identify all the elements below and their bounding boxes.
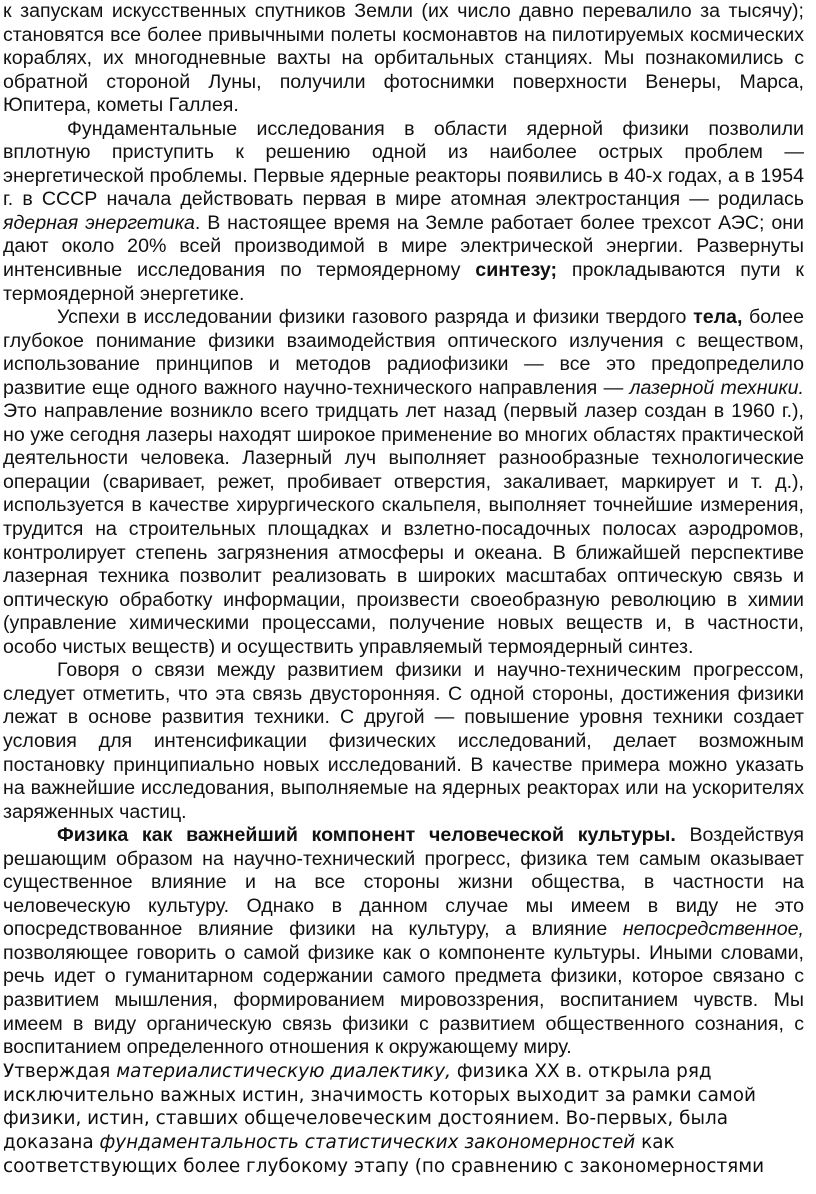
section-heading-physics-culture: Физика как важнейший компонент человеческой культуры. — [57, 824, 676, 847]
paragraph-materialist-dialectics — [3, 1060, 804, 1180]
italic-term-dialectics: материалистическую диалектику, — [116, 1060, 451, 1082]
text-segment: Это направление возникло всего тридцать лет назад (первый лазер создан в 1960 г.), но уже сегодня лазеры находят широкое применение во многих областях практической деятельности человека. Лазерный луч выполняет разнообразные технологические операции (сваривает, режет, пробивает отверстия, закаливает, маркирует и т. д.), используется в качестве хирургического скальпеля, выполняет точнейшие измерения, трудится на строительных площадках и взлетно-посадочных полосах аэродромов, контролирует степень загрязнения атмосферы и океана. В ближайшей перспективе лазерная техника позволит реализовать в широких масштабах оптическую связь и оптическую обработку информации, произвести своеобразную революцию в химии (управление химическими процессами, получение новых веществ и, в частности, особо чистых веществ) и осуществить управляемый термоядерный синтез. — [3, 400, 804, 658]
text-segment: более глубокое понимание физики взаимодействия оптического излучения с веществом, использование принципов и методов радиофизики — все это предопределило развитие еще одного важного научно-технического направления — — [3, 306, 804, 399]
text-segment: Утверждая — [3, 1060, 117, 1082]
text-segment: как соответствующих более глубокому этапу (по сравнению с закономерностями — [3, 1132, 765, 1178]
italic-term-statistical-laws: фундаментальность статистических закономерностей — [99, 1132, 636, 1154]
italic-term-laser-technology: лазерной техники. — [629, 376, 804, 399]
text-segment: позволяющее говорить о самой физике как о компоненте культуры. Иными словами, речь идет о гуманитарном содержании самого предмета физики, которое связано с развитием мышления, формированием мировоззрения, воспитанием чувств. Мы имеем в виду органическую связь физики с развитием общественного сознания, с воспитанием определенного отношения к окружающему миру. — [3, 941, 804, 1059]
paragraph-space-exploration — [3, 0, 804, 118]
text-segment: Фундаментальные исследования в области ядерной физики позволили вплотную приступить к решению одной из наиболее острых проблем — энергетической проблемы. Первые ядерные реакторы появились в 40-х годах, а в 1954 г. в СССР начала действовать первая в мире атомная электростанция — родилась — [3, 117, 804, 211]
paragraph-laser-technology — [3, 306, 804, 659]
paragraph-physics-culture — [3, 824, 804, 1059]
text-segment: Успехи в исследовании физики газового разряда и физики твердого — [57, 306, 694, 329]
text-segment: . В настоящее время на Земле работает более трехсот АЭС; они дают около 20% всей производимой в мире электрической энергии. Развернуты интенсивные исследования по термоядерному — [3, 211, 804, 282]
bold-term-solid-body: тела, — [693, 306, 743, 329]
text-segment: прокладываются пути к термоядерной энергетике. — [3, 259, 804, 305]
paragraph-physics-and-progress — [3, 659, 804, 824]
paragraph-nuclear-energy — [3, 118, 804, 306]
italic-term-nuclear-energetics: ядерная энергетика — [3, 211, 195, 234]
text-segment: Воздействуя решающим образом на научно-технический прогресс, физика тем самым оказывает существенное влияние и на все стороны жизни общества, в частности на человеческую культуру. Однако в данном случае мы имеем в виду не это опосредствованное влияние физики на культуру, а влияние — [3, 824, 804, 941]
text-segment: физика XX в. открыла ряд исключительно важных истин, значимость которых выходит за рамки самой физики, истин, ставших общечеловеческим достоянием. Во-первых, была доказана — [3, 1060, 756, 1154]
text-segment: к запускам искусственных спутников Земли (их число давно перевалило за тысячу); становятся все более привычными полеты космонавтов на пилотируемых космических кораблях, их многодневные вахты на орбитальных станциях. Мы познакомились с обратной стороной Луны, получили фотоснимки поверхности Венеры, Марса, Юпитера, кометы Галлея. — [3, 0, 804, 117]
text-segment: Говоря о связи между развитием физики и научно-техническим прогрессом, следует отметить, что эта связь двусторонняя. С одной стороны, достижения физики лежат в основе развития техники. С другой — повышение уровня техники создает условия для интенсификации физических исследований, делает возможным постановку принципиально новых исследований. В качестве примера можно указать на важнейшие исследования, выполняемые на ядерных реакторах или на ускорителях заряженных частиц. — [3, 659, 804, 823]
italic-term-direct: непосредственное, — [622, 918, 804, 941]
bold-term-synthesis: синтезу; — [475, 259, 557, 282]
